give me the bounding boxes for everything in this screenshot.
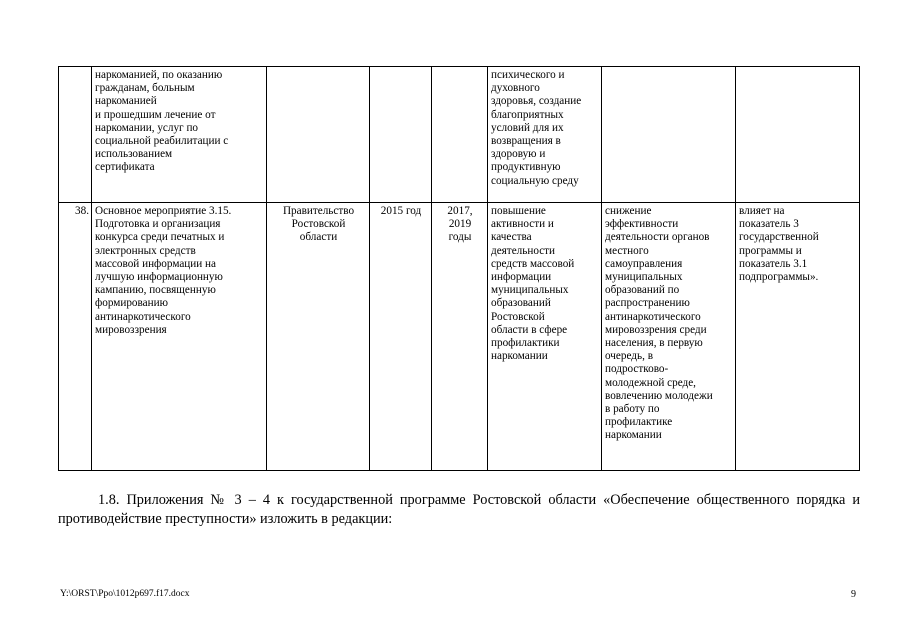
- table-row-continued: [59, 67, 860, 203]
- cell-number: 38.: [59, 203, 92, 471]
- cell-end: 2017, 2019 годы: [432, 203, 488, 471]
- file-path-footer: Y:\ORST\Ppo\1012p697.f17.docx: [60, 589, 190, 599]
- cell-executor: Правительство Ростовской области: [267, 203, 370, 471]
- program-activities-table: [58, 66, 860, 471]
- table-row-38: [59, 203, 860, 471]
- cell-start: 2015 год: [370, 203, 432, 471]
- cell-activity: наркоманией, по оказанию гражданам, больным наркоманией и прошедшим лечение от наркомании, услуг по социальной реабилитации с использованием сертификата: [92, 67, 267, 203]
- cell-expected-result: повышение активности и качества деятельности средств массовой информации муниципальных образований Ростовской области в сфере профилактики наркомании: [488, 203, 602, 471]
- cell-consequence: [602, 67, 736, 203]
- cell-start: [370, 67, 432, 203]
- cell-indicator-link: влияет на показатель 3 государственной программы и показатель 3.1 подпрограммы».: [736, 203, 860, 471]
- cell-executor: [267, 67, 370, 203]
- cell-end: [432, 67, 488, 203]
- page-number: 9: [851, 589, 856, 600]
- cell-number: [59, 67, 92, 203]
- cell-expected-result: психического и духовного здоровья, создание благоприятных условий для их возвращения в здоровую и продуктивную социальную среду: [488, 67, 602, 203]
- cell-indicator-link: [736, 67, 860, 203]
- amendment-paragraph: 1.8. Приложения № 3 – 4 к государственной программе Ростовской области «Обеспечение общественного порядка и противодействие преступности» изложить в редакции:: [58, 492, 860, 527]
- cell-activity: Основное мероприятие 3.15. Подготовка и организация конкурса среди печатных и электронных средств массовой информации на лучшую информационную кампанию, посвященную формированию антинаркотического мировоззрения: [92, 203, 267, 471]
- cell-consequence: снижение эффективности деятельности органов местного самоуправления муниципальных образований по распространению антинаркотического мировоззрения среди населения, в первую очередь, в подростково- молодежной среде, вовлечению молодежи в работу по профилактике наркомании: [602, 203, 736, 471]
